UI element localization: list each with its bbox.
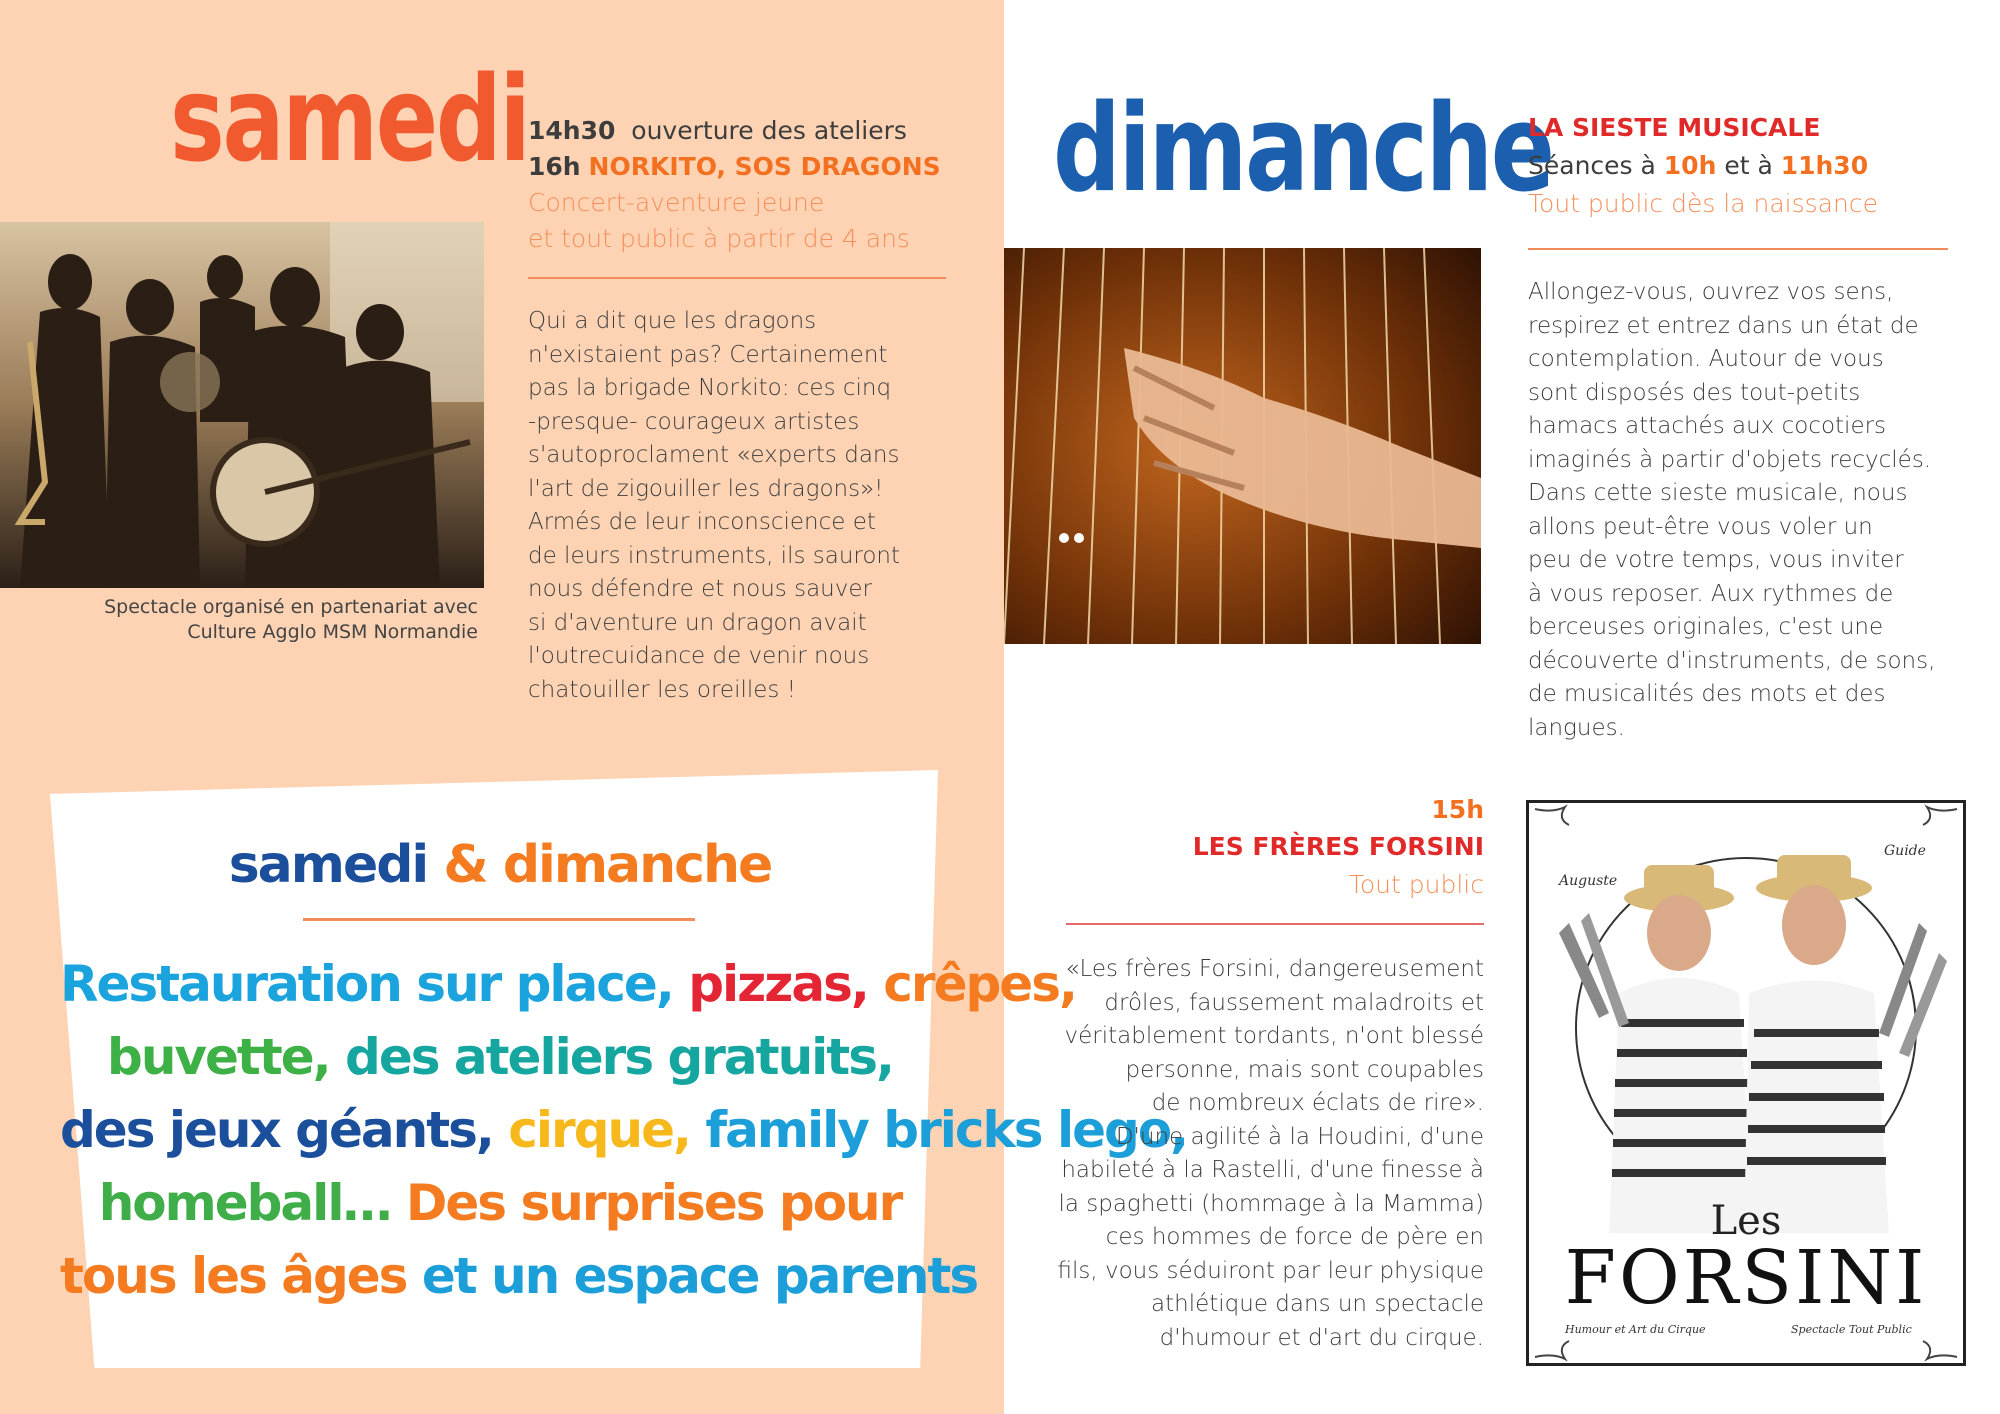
promo-line-4 <box>60 1174 940 1232</box>
forsini-title: LES FRÈRES FORSINI <box>1192 832 1484 861</box>
dimanche-heading: dimanche <box>1053 80 1553 219</box>
desc-line: véritablement tordants, n'ont blessé <box>1064 1023 1484 1049</box>
desc-line: drôles, faussement maladroits et <box>1104 989 1484 1016</box>
desc-line: -presque- courageux artistes <box>528 408 860 435</box>
sieste-seances <box>1528 151 1868 180</box>
desc-line: n'existaient pas? Certainement <box>528 341 888 368</box>
weekend-heading-samedi: samedi <box>228 835 428 895</box>
schedule-line-2 <box>528 149 968 185</box>
time-1430: 14h30 <box>528 116 616 145</box>
desc-line: fils, vous séduiront par leur physique <box>1057 1257 1484 1284</box>
promo-parents: et un espace parents <box>421 1247 978 1305</box>
norkito-description <box>528 305 968 707</box>
poster-label-left: Auguste <box>1559 873 1618 889</box>
desc-line: de leurs instruments, ils sauront <box>528 542 901 569</box>
forsini-description <box>1040 953 1484 1355</box>
desc-line: sont disposés des tout-petits <box>1528 379 1861 406</box>
weekend-heading-dimanche: dimanche <box>502 835 772 895</box>
time-16h: 16h <box>528 152 581 181</box>
desc-line: d'humour et d'art du cirque. <box>1159 1324 1484 1351</box>
seances-prefix: Séances à <box>1528 151 1664 180</box>
weekend-divider <box>303 918 695 921</box>
desc-line: personne, mais sont coupables <box>1125 1056 1484 1083</box>
samedi-schedule <box>528 113 968 257</box>
promo-line-2 <box>60 1028 940 1086</box>
desc-line: de nombreux éclats de rire». <box>1151 1090 1484 1116</box>
desc-line: «Les frères Forsini, dangereusement <box>1065 956 1484 982</box>
sieste-public: Tout public dès la naissance <box>1528 189 1878 218</box>
sieste-title: LA SIESTE MUSICALE <box>1528 113 1821 142</box>
schedule-line-1 <box>528 113 968 149</box>
desc-line: habileté à la Rastelli, d'une finesse à <box>1061 1157 1484 1183</box>
desc-line: pas la brigade Norkito: ces cinq <box>528 375 892 401</box>
desc-line: Armés de leur inconscience et <box>528 509 876 535</box>
promo-lego: family bricks lego, <box>705 1101 1188 1159</box>
desc-line: ces hommes de force de père en <box>1105 1224 1484 1250</box>
desc-line: de musicalités des mots et des <box>1528 681 1886 707</box>
promo-cirque: cirque, <box>508 1101 706 1159</box>
desc-line: respirez et entrez dans un état de <box>1528 312 1919 339</box>
desc-line: Allongez-vous, ouvrez vos sens, <box>1528 279 1894 305</box>
desc-line: si d'aventure un dragon avait <box>528 609 867 636</box>
forsini-poster <box>1526 800 1966 1366</box>
ateliers-text: ouverture des ateliers <box>631 116 907 145</box>
poster-les: Les <box>1710 1198 1782 1244</box>
samedi-heading: samedi <box>170 50 529 188</box>
poster-footer-left: Humour et Art du Cirque <box>1565 1323 1706 1336</box>
norkito-title: NORKITO, SOS DRAGONS <box>588 152 941 181</box>
samedi-divider <box>528 277 946 279</box>
forsini-public: Tout public <box>1348 870 1484 899</box>
promo-ateliers: des ateliers gratuits, <box>345 1028 893 1086</box>
partnership-caption <box>80 595 478 645</box>
desc-line: s'autoproclament «experts dans <box>528 442 900 468</box>
promo-buvette: buvette, <box>107 1028 346 1086</box>
desc-line: l'outrecuidance de venir nous <box>528 643 870 669</box>
desc-line: chatouiller les oreilles ! <box>528 676 796 703</box>
desc-line: berceuses originales, c'est une <box>1528 614 1884 640</box>
promo-ages: tous les âges <box>60 1247 422 1305</box>
desc-line: Dans cette sieste musicale, nous <box>1528 480 1908 506</box>
desc-line: peu de votre temps, vous inviter <box>1528 547 1904 573</box>
poster-label-right: Guide <box>1884 843 1926 859</box>
desc-line: découverte d'instruments, de sons, <box>1528 647 1936 674</box>
desc-line: allons peut-être vous voler un <box>1528 513 1873 540</box>
desc-line: contemplation. Autour de vous <box>1528 346 1884 372</box>
forsini-divider <box>1066 923 1484 925</box>
desc-line: hamacs attachés aux cocotiers <box>1528 413 1887 439</box>
promo-jeux: des jeux géants, <box>60 1101 509 1159</box>
caption-line-2: Culture Agglo MSM Normandie <box>187 621 478 643</box>
promo-restauration: Restauration sur place, <box>60 955 689 1013</box>
sieste-description <box>1528 276 1968 745</box>
seance-time-10h: 10h <box>1663 151 1717 180</box>
desc-line: langues. <box>1528 714 1625 741</box>
weekend-heading <box>0 835 1000 895</box>
caption-line-1: Spectacle organisé en partenariat avec <box>104 596 478 618</box>
poster-forsini: FORSINI <box>1564 1235 1928 1321</box>
desc-line: l'art de zigouiller les dragons»! <box>528 475 884 502</box>
desc-line: athlétique dans un spectacle <box>1151 1291 1484 1317</box>
promo-surprises: Des surprises pour <box>405 1174 902 1232</box>
norkito-subtitle-2: et tout public à partir de 4 ans <box>528 224 910 253</box>
seances-mid: et à <box>1716 151 1781 180</box>
desc-line: nous défendre et nous sauver <box>528 576 872 602</box>
seance-time-11h30: 11h30 <box>1780 151 1869 180</box>
weekend-heading-amp: & <box>427 835 503 895</box>
sieste-divider <box>1528 248 1948 250</box>
desc-line: la spaghetti (hommage à la Mamma) <box>1058 1190 1484 1217</box>
promo-homeball: homeball… <box>98 1174 406 1232</box>
desc-line: imaginés à partir d'objets recyclés. <box>1528 446 1932 473</box>
promo-line-1 <box>60 955 1076 1013</box>
promo-line-5 <box>60 1247 978 1305</box>
promo-line-3 <box>60 1101 1188 1159</box>
promo-crepes: crêpes, <box>883 955 1076 1013</box>
promo-pizzas: pizzas, <box>688 955 884 1013</box>
desc-line: à vous reposer. Aux rythmes de <box>1528 580 1894 607</box>
harp-photo <box>1004 248 1481 644</box>
forsini-time: 15h <box>1431 795 1484 824</box>
poster-footer-right: Spectacle Tout Public <box>1791 1323 1912 1336</box>
norkito-subtitle-1: Concert-aventure jeune <box>528 188 825 217</box>
desc-line: Qui a dit que les dragons <box>528 308 817 334</box>
norkito-band-photo <box>0 222 484 588</box>
desc-line: D'une agilité à la Houdini, d'une <box>1115 1123 1484 1150</box>
